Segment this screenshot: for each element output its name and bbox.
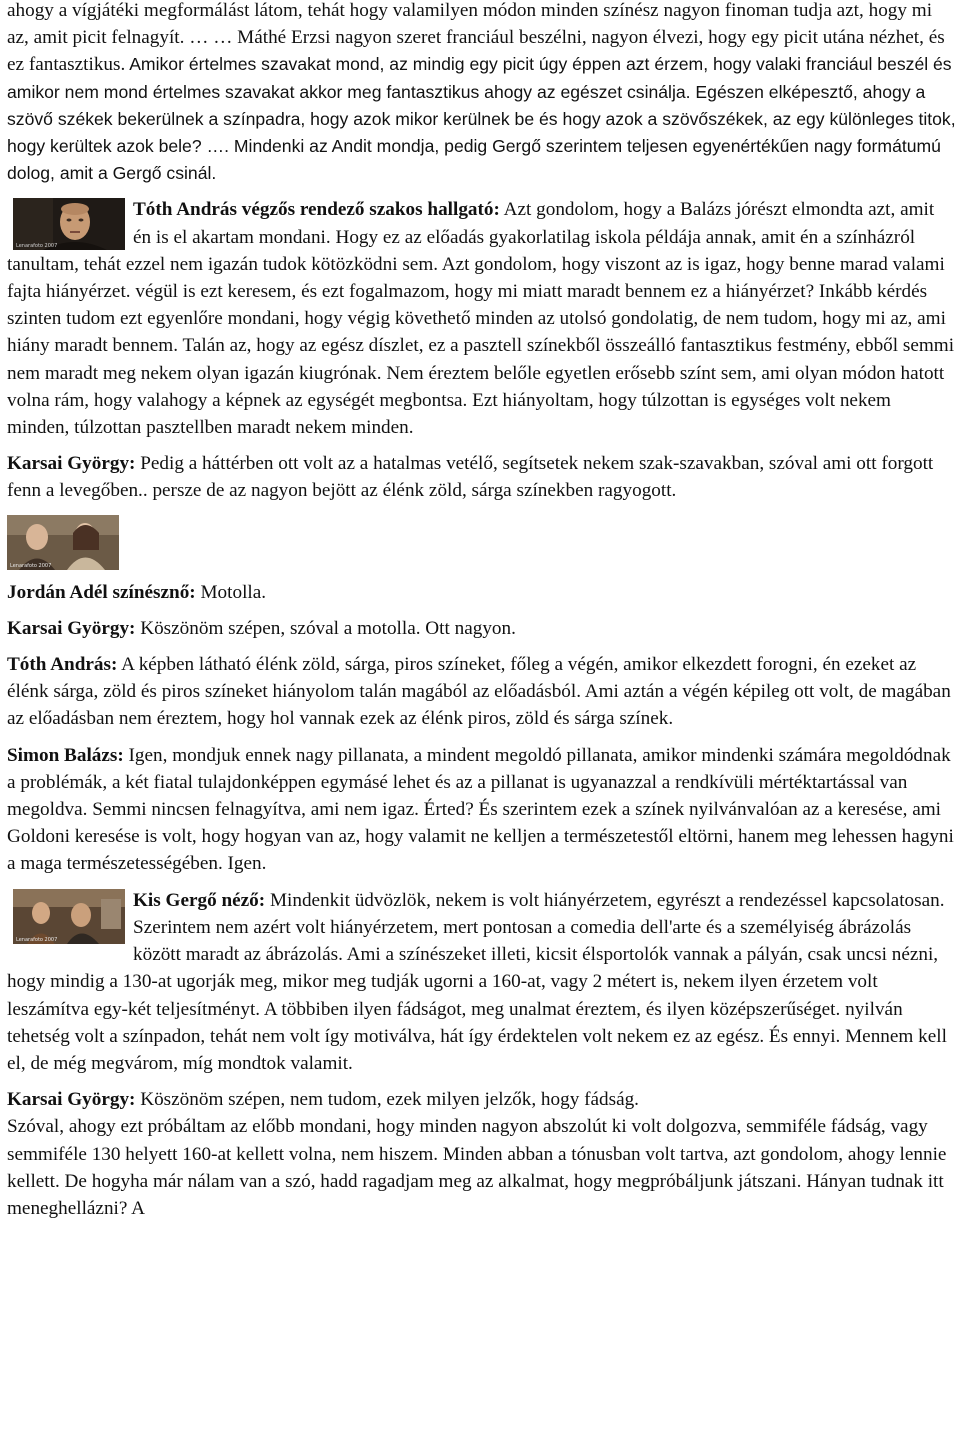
paragraph-karsai-2 xyxy=(7,615,957,642)
speaker-name: Karsai György: xyxy=(7,617,136,639)
speech-text: Motolla. xyxy=(195,581,267,603)
paragraph-toth-1 xyxy=(7,196,957,441)
speech-text: A képben látható élénk zöld, sárga, piros színeket, főleg a végén, amikor elkezdett forogni, én ezeket az élénk sárga, zöld és piros színeket hiányolom talán magából az előadásból. Ami aztán a végén képileg ott volt, de magában az előadásban nem éreztem, hogy hol vannak ezek az élénk piros, zöld és sárga színek. xyxy=(7,654,951,730)
photo-caption: Lenarafoto 2007 xyxy=(16,243,58,250)
speech-text-continued: Szóval, ahogy ezt próbáltam az előbb mondani, hogy minden nagyon abszolút ki volt dolgozva, semmiféle fádság, vagy semmiféle 130 helyett 160-at kellett volna, nem hiszem. Minden abban a tónusban volt tartva, azt gondolom, ahogy lennie kellett. De hogyha már nálam van a szó, hadd ragadjam meg az alkalmat, hogy megpróbáljunk játszani. Hányan tudnak itt meneghellázni? A xyxy=(7,1116,947,1219)
speech-text: Azt gondolom, hogy a Balázs jórészt elmondta azt, amit én is el akartam mondani. Hogy ez az előadás gyakorlatilag iskola példája annak, amit én a színházról tanultam, tehát ezzel nem igazán tudok kötözködni sem. Azt gondolom, hogy viszont az is igaz, hogy benne marad valami fajta hiányérzet. végül is ezt keresem, és ezt fogalmazom, hogy mi miatt maradt bennem ez a hiányérzet? Inkább kérdés szinten tudom ezt egyenlőre mondani, hogy végig követhető minden az utolsó gondolatig, de nem tudom, hogy mi az, ami hiány maradt bennem. Talán az, hogy az egész díszlet, ez a pasztell színekből összeálló fantasztikus festmény, ebből semmi nem maradt meg nekem olyan igazán kiugrónak. Nem éreztem belőle egyetlen erősebb színt sem, ami olyan módon hatott volna rám, hogy valahogy a képnek az egységét megbontsa. Ezt hiányoltam, hogy túlzottan is egységes volt nekem minden, túlzottan pasztellben maradt nekem minden. xyxy=(7,199,955,439)
photo-kis-gergo xyxy=(13,889,125,944)
paragraph-karsai-3 xyxy=(7,1086,957,1222)
photo-caption: Lenarafoto 2007 xyxy=(10,562,52,569)
photo-caption: Lenarafoto 2007 xyxy=(16,936,58,943)
speaker-name: Karsai György: xyxy=(7,1089,136,1111)
paragraph-jordan xyxy=(7,579,957,606)
speech-text: Pedig a háttérben ott volt az a hatalmas vetélő, segítsetek nekem szak-szavakban, szóval ami ott forgott fenn a levegőben.. persze de az nagyon bejött az élénk zöld, sárga színekben ragyogott. xyxy=(7,453,934,502)
photo-stage-scene xyxy=(7,515,119,570)
speaker-name: Jordán Adél színésznő: xyxy=(7,581,196,603)
intro-text: ahogy a vígjátéki megformálást látom, tehát hogy valamilyen módon minden színész nagyon finoman tudja azt, hogy mi az, amit picit felnagyít. … … Máthé Erzsi nagyon szeret franciául beszélni, nagyon élvezi, hogy egy picit utána nézhet, és ez fantasztikus. xyxy=(7,0,945,76)
document-page xyxy=(7,0,957,1222)
speaker-name: Simon Balázs: xyxy=(7,744,124,766)
intro-text-sans: Amikor értelmes szavakat mond, az mindig egy picit úgy éppen azt érzem, hogy valaki franciául beszél és amikor nem mond értelmes szavakat akkor meg fantasztikus ahogy az egészet csinálja. xyxy=(7,54,952,102)
speech-text: Igen, mondjuk ennek nagy pillanata, a mindent megoldó pillanata, amikor mindenki számára megoldódnak a problémák, a két fiatal tulajdonképpen egymásé lehet és az a pillanat is ugyanazzal a rendkívüli mértéktartással van megoldva. Semmi nincsen felnagyítva, ami nem igaz. Érted? És szerintem ezek a színek nyilvánvalóan az a keresése, ami Goldoni keresése is volt, hogy hogyan van az, hogy valamit ne kelljen a természetestől eltörni, hanem meg lehessen hagyni a maga természetességében. Igen. xyxy=(7,744,954,875)
photo-toth-andras xyxy=(13,198,125,250)
speech-text: Köszönöm szépen, szóval a motolla. Ott nagyon. xyxy=(135,617,516,639)
speaker-name: Tóth András végzős rendező szakos hallgató: xyxy=(133,199,500,221)
speaker-name: Karsai György: xyxy=(7,453,136,475)
speaker-name: Tóth András: xyxy=(7,654,118,676)
paragraph-kis-gergo xyxy=(7,887,957,1077)
speech-text: Köszönöm szépen, nem tudom, ezek milyen jelzők, hogy fádság. xyxy=(135,1089,639,1111)
paragraph-toth-2 xyxy=(7,651,957,733)
paragraph-karsai-1 xyxy=(7,450,957,504)
speaker-name: Kis Gergő néző: xyxy=(133,889,266,911)
intro-text-continued: Egészen elképesztő, ahogy a szövő székek bekerülnek a színpadra, hogy azok mikor kerülnek be és hogy azok a szövőszékek, az egy különleges titok, hogy kerültek azok bele? …. Mindenki az Andit mondja, pedig Gergő szerintem teljesen egyenértékűen nagy formátumú dolog, amit a Gergő csinál. xyxy=(7,81,956,184)
paragraph-intro xyxy=(7,0,957,187)
speech-text: Mindenkit üdvözlök, nekem is volt hiányérzetem, egyrészt a rendezéssel kapcsolatosan. Szerintem nem azért volt hiányérzetem, mert pontosan a comedia dell'arte és a személyiség ábrázolás között maradt az ábrázolás. Ami a színészeket illeti, kicsit élsportolók vannak a pályán, csak uncsi nézni, hogy mindig a 130-at ugorják meg, mikor meg tudják ugorni a 160-at, vagy 2 métert is, nekem ilyen érzetem volt leszámítva egy-két teljesítményt. A többiben ilyen fádságot, meg unalmat éreztem, és ilyen középszerűséget. nyilván tehetség volt a színpadon, tehát nem volt így motiválva, hát így érdektelen volt nekem ez az egész. És ennyi. Mennem kell el, de még megvárom, míg mondtok valamit. xyxy=(7,889,947,1074)
paragraph-simon xyxy=(7,742,957,878)
